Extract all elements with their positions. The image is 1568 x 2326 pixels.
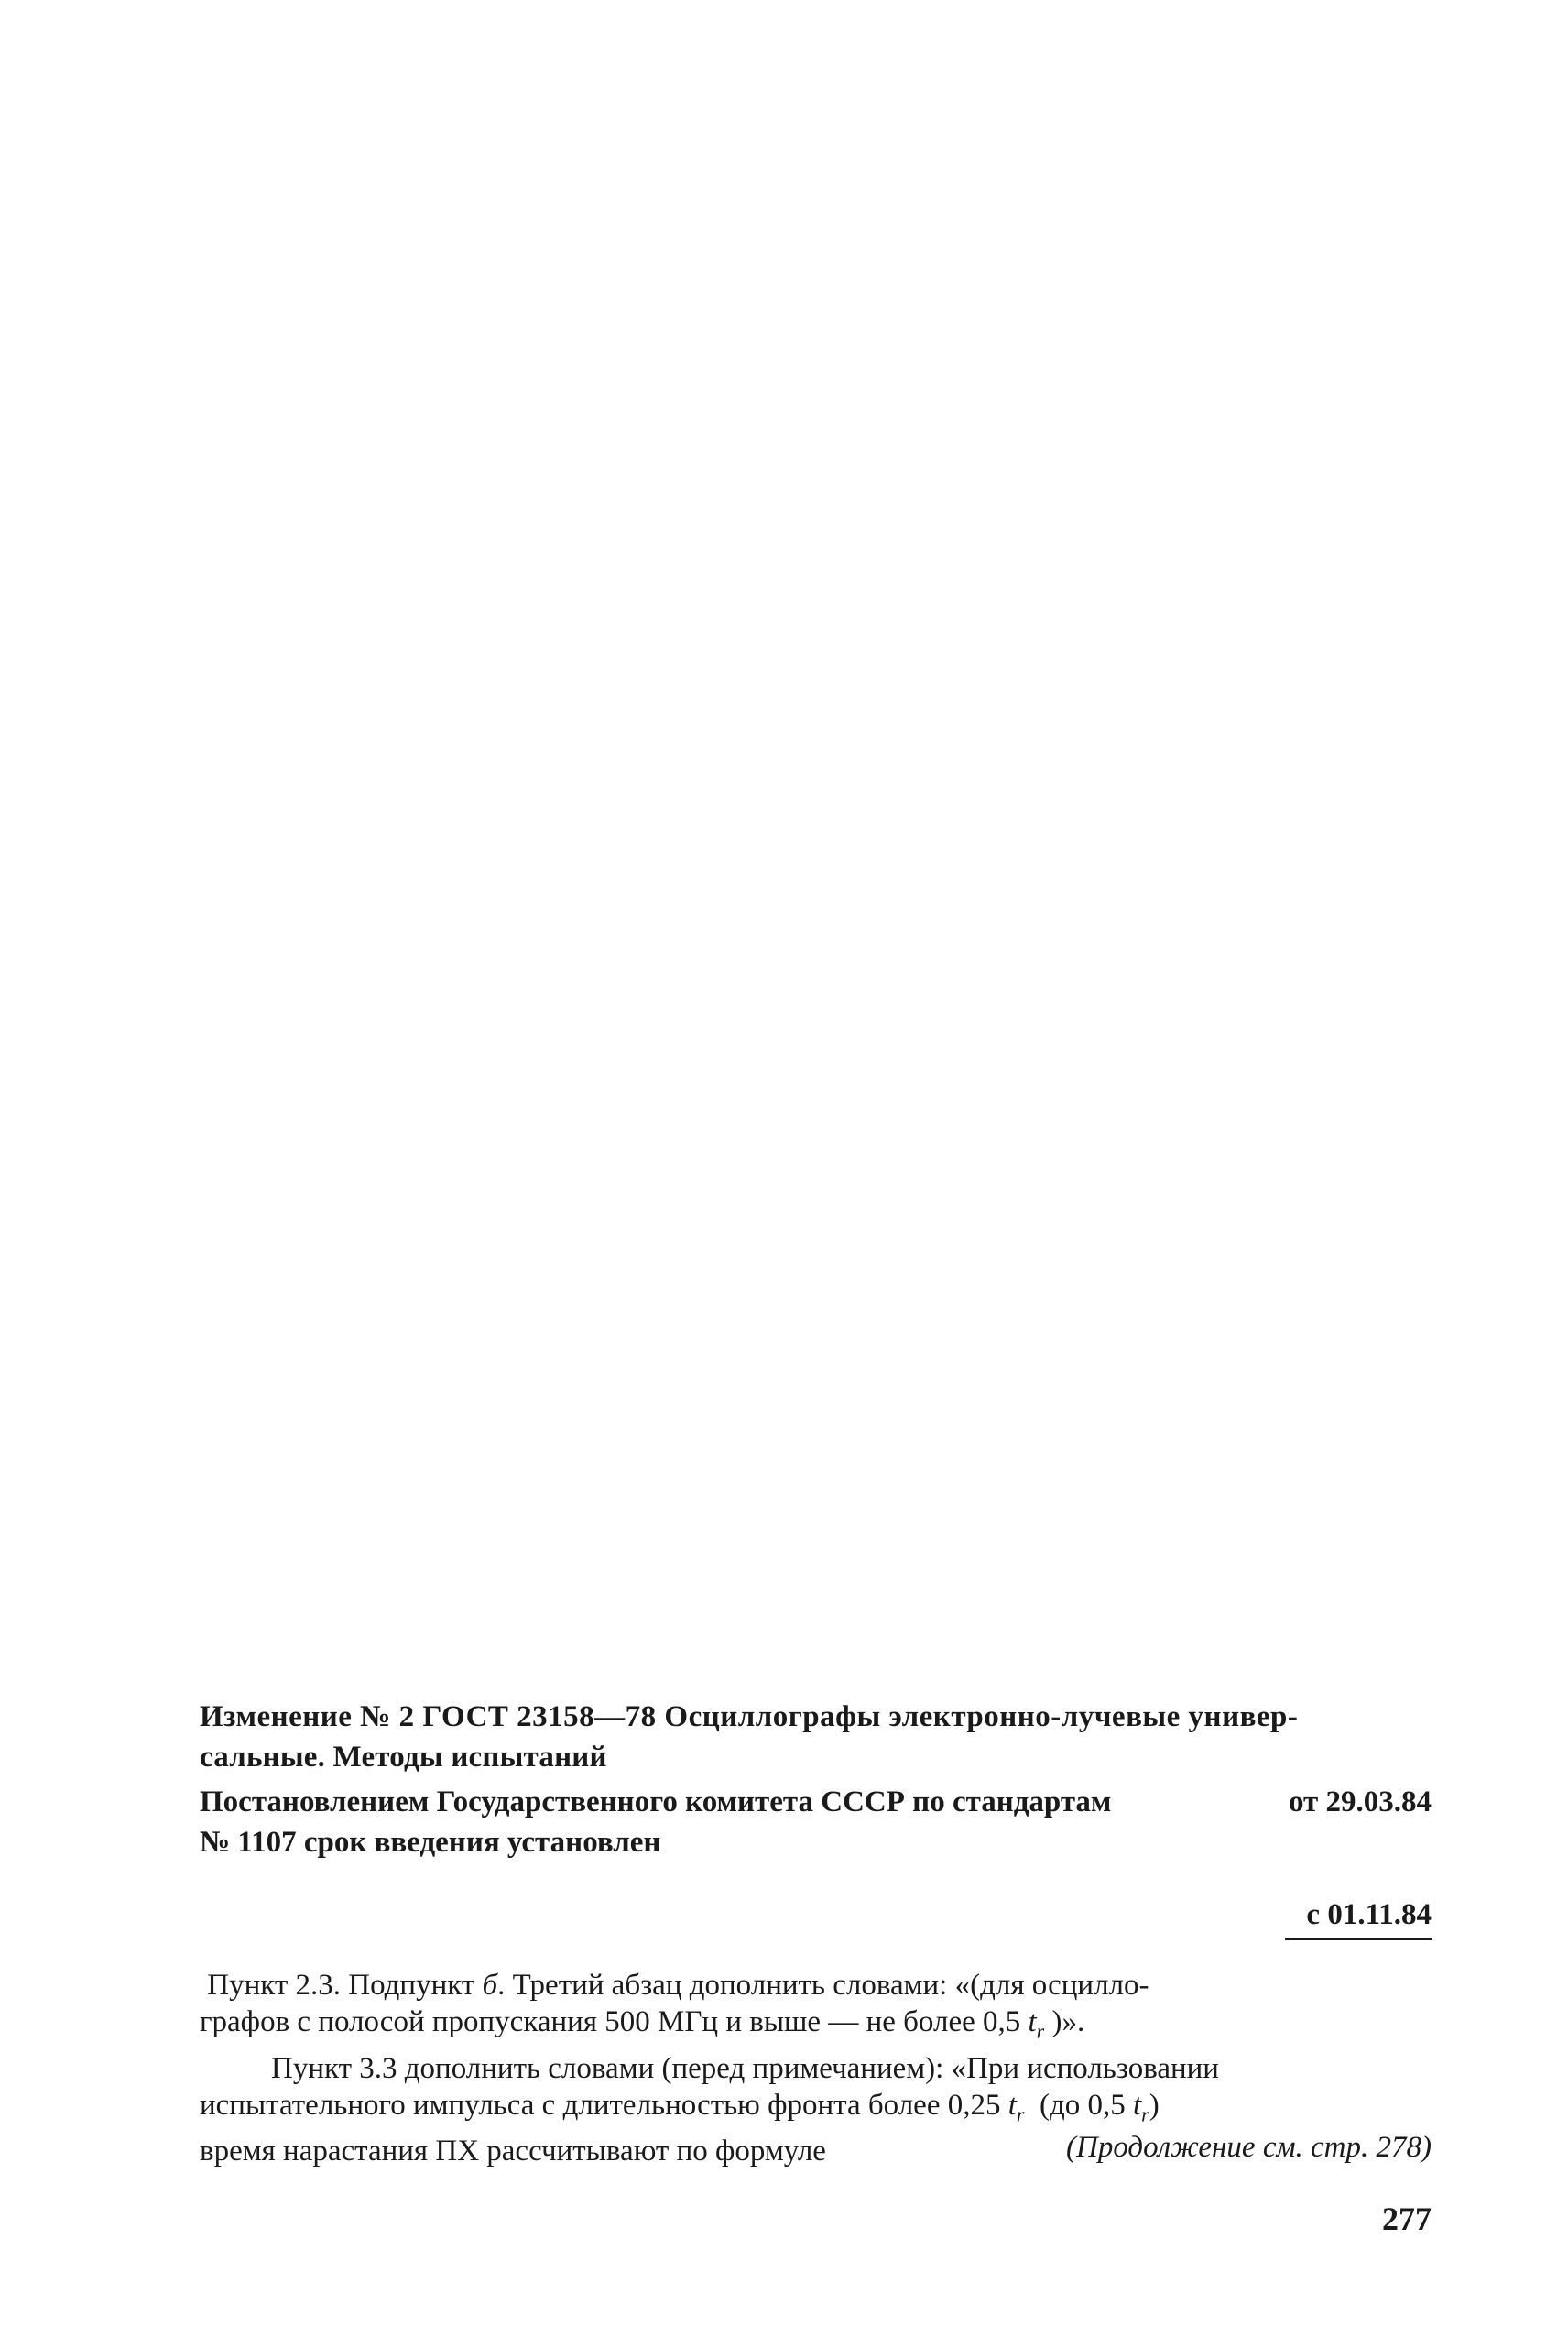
heading-line-2: сальные. Методы испытаний [200,1741,607,1774]
p2-tr-subscript-2: r [1141,2102,1149,2126]
heading-line-1: Изменение № 2 ГОСТ 23158—78 Осциллографы электронно-лучевые универ- [200,1700,1299,1733]
paragraph-1-line-2 [200,2004,1432,2050]
decree-line-2: № 1107 срок введения установлен [200,1826,661,1859]
amendment-heading [200,1697,1432,1777]
p2-tr-subscript-1: r [1016,2102,1025,2126]
effective-date: с 01.11.84 [1306,1898,1432,1931]
paragraph-1-line-1 [200,1967,1432,2004]
decree-block [200,1782,1432,1862]
p2-line1: Пункт 3.3 дополнить словами (перед примечанием): «При использовании [271,2051,1219,2085]
decree-date: от 29.03.84 [1288,1785,1432,1818]
p2-line2-mid: (до 0,5 [1024,2088,1133,2122]
continuation-note: (Продолжение см. стр. 278) [1066,2131,1432,2164]
paragraph-2-line-1 [200,2050,1432,2087]
p2-line2-end: ) [1149,2088,1160,2122]
p1-tr-symbol: t [1028,2005,1037,2038]
p2-line2-start: испытательного импульса с длительностью фронта более 0,25 [200,2088,1008,2122]
effective-date-underline [1285,1938,1432,1940]
p1-text-end: . Третий абзац дополнить словами: «(для осцилло- [497,1969,1149,2002]
p2-line3: время нарастания ПХ рассчитывают по формуле [200,2135,826,2168]
p1-tr-subscript: r [1036,2019,1045,2043]
decree-text: Постановлением Государственного комитета СССР по стандартам [200,1785,1112,1818]
paragraph-2-line-2 [200,2087,1432,2134]
p1-subitem-letter: б [482,1969,498,2002]
p1-line2-end: )». [1044,2005,1085,2038]
p1-text-start: Пункт 2.3. Подпункт [207,1969,483,2002]
p2-tr-symbol-2: t [1132,2088,1142,2122]
p2-tr-symbol-1: t [1007,2088,1017,2122]
p1-line2-start: графов с полосой пропускания 500 МГц и выше — не более 0,5 [200,2005,1029,2038]
decree-line-1 [200,1782,1432,1822]
page-number: 277 [1382,2200,1432,2237]
